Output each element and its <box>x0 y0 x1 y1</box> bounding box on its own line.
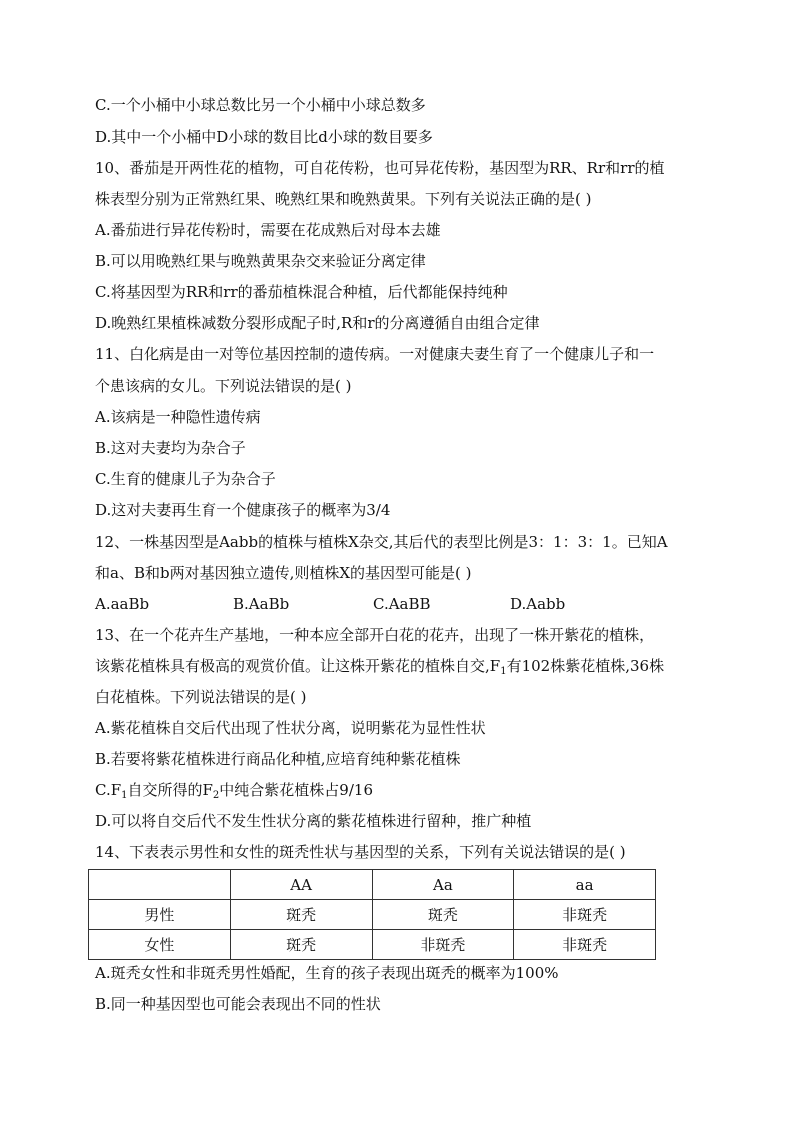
table-header-cell: Aa <box>372 870 514 900</box>
table-header-cell: aa <box>514 870 656 900</box>
q13-option-b: B.若要将紫花植株进行商品化种植,应培育纯种紫花植株 <box>95 750 461 768</box>
q11-option-a: A.该病是一种隐性遗传病 <box>95 408 261 426</box>
table-cell: 男性 <box>89 900 231 930</box>
q10-option-d: D.晚熟红果植株减数分裂形成配子时,R和r的分离遵循自由组合定律 <box>95 314 540 332</box>
q13-stem-line1: 13、在一个花卉生产基地，一种本应全部开白花的花卉，出现了一株开紫花的植株， <box>95 626 655 644</box>
q9-option-c: C.一个小桶中小球总数比另一个小桶中小球总数多 <box>95 96 426 114</box>
q12-option-b: B.AaBb <box>233 595 290 613</box>
q10-stem-line2: 株表型分别为正常熟红果、晚熟红果和晚熟黄果。下列有关说法正确的是( ) <box>95 190 592 208</box>
q12-stem-line1: 12、一株基因型是Aabb的植株与植株X杂交,其后代的表型比例是3：1：3：1。已知A <box>95 533 668 551</box>
q10-stem-line1: 10、番茄是开两性花的植物，可自花传粉，也可异花传粉，基因型为RR、Rr和rr的植 <box>95 159 665 177</box>
table-cell: 斑秃 <box>230 900 372 930</box>
q12-option-c: C.AaBB <box>373 595 431 613</box>
q9-option-d: D.其中一个小桶中D小球的数目比d小球的数目要多 <box>95 128 433 146</box>
table-cell: 非斑秃 <box>372 930 514 960</box>
q13-stem-line2: 该紫花植株具有极高的观赏价值。让这株开紫花的植株自交$,F_1$有102株紫花植株,36株 <box>95 657 665 677</box>
table-row <box>89 930 656 960</box>
table-cell: 女性 <box>89 930 231 960</box>
table-header-cell <box>89 870 231 900</box>
table-header-cell: AA <box>230 870 372 900</box>
q14-stem: 14、下表表示男性和女性的斑秃性状与基因型的关系，下列有关说法错误的是( ) <box>95 843 626 861</box>
q13-option-a: A.紫花植株自交后代出现了性状分离，说明紫花为显性性状 <box>95 719 486 737</box>
q12-option-a: A.aaBb <box>95 595 150 613</box>
q11-option-b: B.这对夫妻均为杂合子 <box>95 439 246 457</box>
table-cell: 非斑秃 <box>514 930 656 960</box>
table-row <box>89 900 656 930</box>
q12-stem-line2: 和a、B和b两对基因独立遗传,则植株X的基因型可能是( ) <box>95 564 472 582</box>
table-cell: 非斑秃 <box>514 900 656 930</box>
q12-option-d: D.Aabb <box>510 595 566 613</box>
genotype-phenotype-table <box>88 869 656 960</box>
q14-option-a: A.斑秃女性和非斑秃男性婚配，生育的孩子表现出斑秃的概率为100% <box>95 964 559 982</box>
q13-option-c: $C.F_1$自交所得的$F_2$中纯合紫花植株占9/16 <box>95 781 373 801</box>
q11-stem-line2: 个患该病的女儿。下列说法错误的是( ) <box>95 377 352 395</box>
q14-option-b: B.同一种基因型也可能会表现出不同的性状 <box>95 995 381 1013</box>
q12-options <box>95 594 655 614</box>
q10-option-c: C.将基因型为RR和rr的番茄植株混合种植，后代都能保持纯种 <box>95 283 508 301</box>
q11-stem-line1: 11、白化病是由一对等位基因控制的遗传病。一对健康夫妻生育了一个健康儿子和一 <box>95 345 655 363</box>
table-header-row <box>89 870 656 900</box>
q10-option-b: B.可以用晚熟红果与晚熟黄果杂交来验证分离定律 <box>95 252 426 270</box>
q13-stem-line3: 白花植株。下列说法错误的是( ) <box>95 688 307 706</box>
table-cell: 斑秃 <box>372 900 514 930</box>
table-cell: 斑秃 <box>230 930 372 960</box>
q11-option-c: C.生育的健康儿子为杂合子 <box>95 470 276 488</box>
q13-option-d: D.可以将自交后代不发生性状分离的紫花植株进行留种，推广种植 <box>95 812 532 830</box>
q10-option-a: A.番茄进行异花传粉时，需要在花成熟后对母本去雄 <box>95 221 441 239</box>
q11-option-d: D.这对夫妻再生育一个健康孩子的概率为3/4 <box>95 501 391 519</box>
